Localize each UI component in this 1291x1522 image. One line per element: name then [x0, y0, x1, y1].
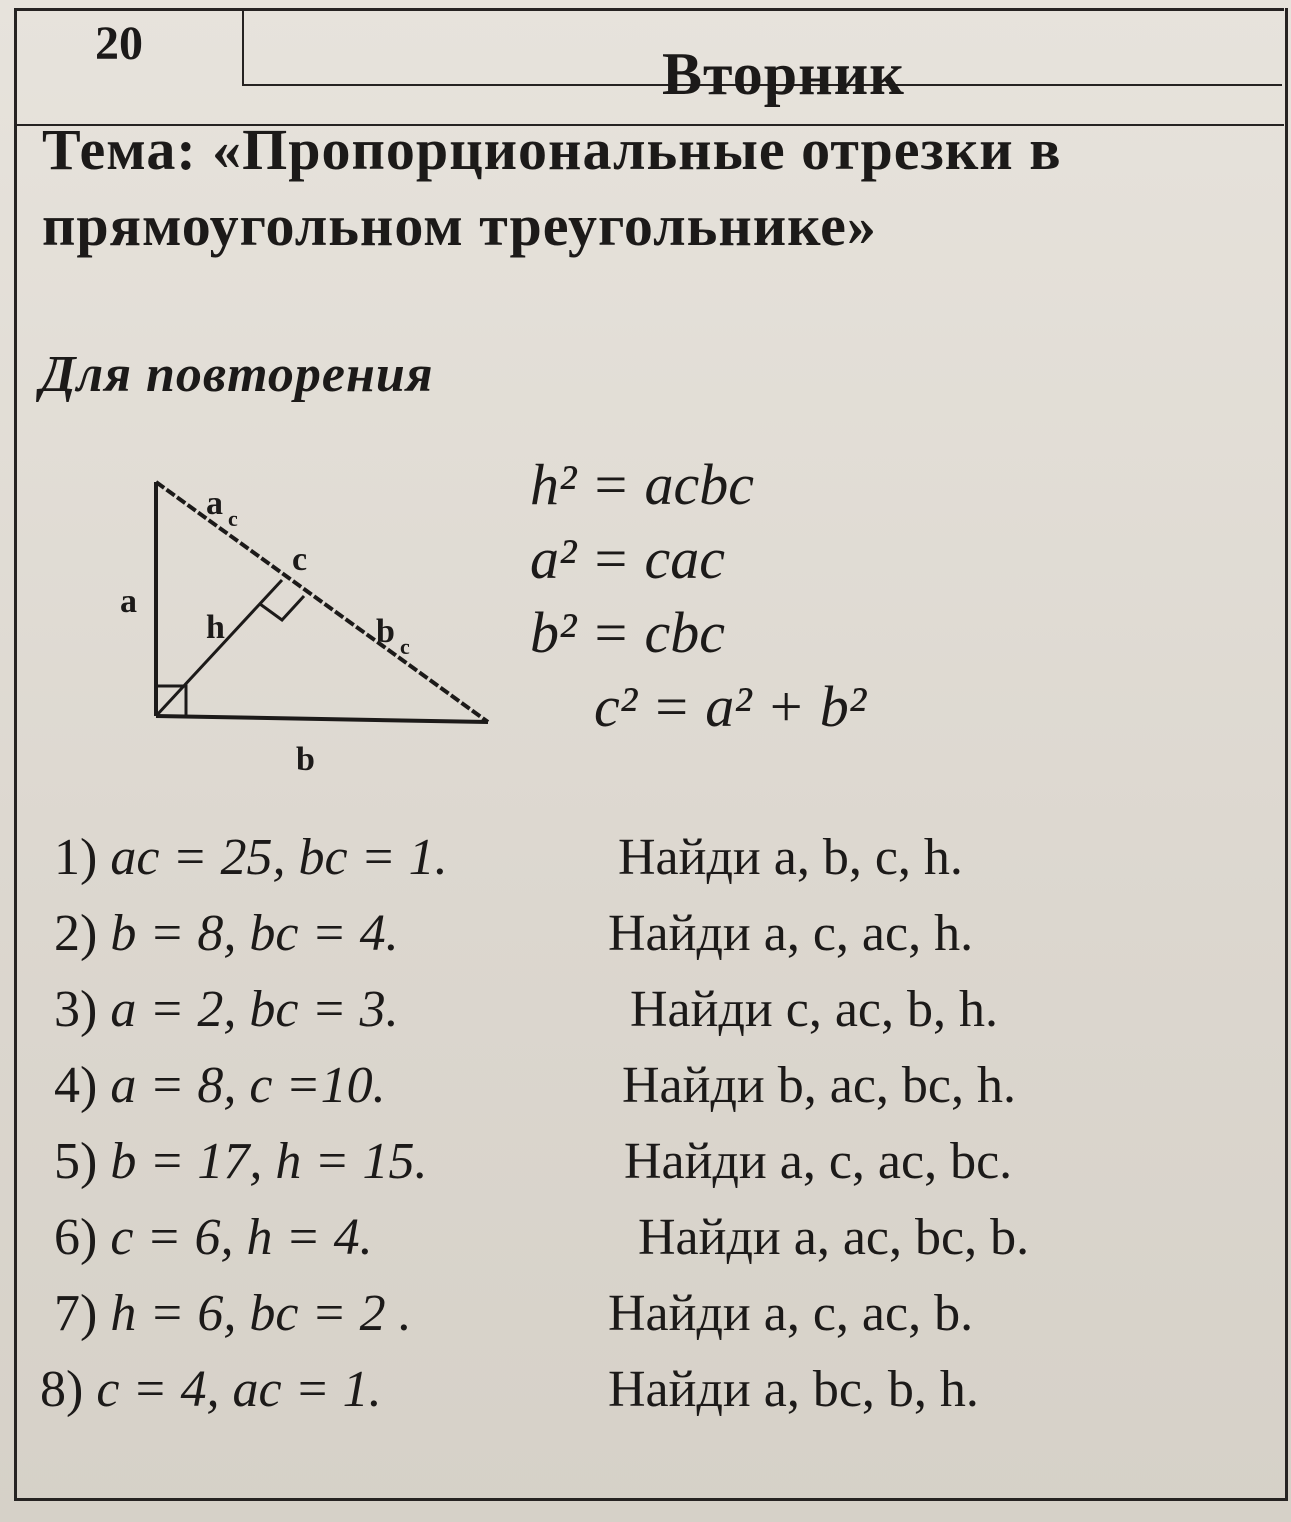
header-divider: [242, 8, 244, 86]
altitude-h: [156, 580, 282, 716]
task-3-find: Найди c, ac, b, h.: [630, 981, 998, 1038]
label-ac-sub: c: [228, 506, 238, 531]
label-bc: b: [376, 613, 395, 650]
task-number: 7): [54, 1285, 98, 1342]
task-number: 2): [54, 905, 98, 962]
formula-a: a² = caс: [530, 526, 726, 591]
task-2-find: Найди a, c, ac, h.: [608, 905, 974, 962]
task-number: 6): [54, 1209, 98, 1266]
label-ac: a: [206, 485, 223, 522]
task-8-find: Найди a, bc, b, h.: [608, 1361, 979, 1418]
task-number: 5): [54, 1133, 98, 1190]
task-1-find: Найди a, b, c, h.: [618, 829, 963, 886]
task-5-find: Найди a, c, ac, bc.: [624, 1133, 1013, 1190]
task-4-find: Найди b, ac, bc, h.: [622, 1057, 1016, 1114]
task-given: a = 2, bc = 3.: [110, 981, 399, 1038]
task-6: [54, 1208, 373, 1267]
topic-title: [42, 112, 1262, 264]
header-top-rule: [14, 8, 1284, 11]
task-number: 4): [54, 1057, 98, 1114]
task-given: c = 4, ac = 1.: [96, 1361, 382, 1418]
right-angle-mark-foot: [260, 596, 304, 620]
task-8: [40, 1360, 382, 1419]
label-bc-sub: c: [400, 634, 410, 659]
task-3: [54, 980, 399, 1039]
task-1: [54, 828, 448, 887]
task-given: b = 17, h = 15.: [110, 1133, 428, 1190]
task-given: h = 6, bc = 2 .: [110, 1285, 412, 1342]
task-number: 8): [40, 1361, 84, 1418]
label-b: b: [296, 741, 315, 778]
lesson-number: 20: [95, 17, 143, 70]
formula-b: b² = cbс: [530, 600, 726, 665]
task-7: [54, 1284, 412, 1343]
topic-line-2: прямоугольном треугольнике»: [42, 193, 877, 258]
weekday-title: Вторник: [662, 41, 905, 107]
task-given: ac = 25, bc = 1.: [110, 829, 448, 886]
task-4: [54, 1056, 386, 1115]
review-heading: Для повторения: [40, 346, 434, 403]
task-given: c = 6, h = 4.: [110, 1209, 373, 1266]
label-h: h: [206, 609, 225, 646]
task-number: 1): [54, 829, 98, 886]
task-given: a = 8, c =10.: [110, 1057, 386, 1114]
formula-pythagoras: c² = a² + b²: [594, 674, 867, 739]
task-number: 3): [54, 981, 98, 1038]
task-given: b = 8, bc = 4.: [110, 905, 399, 962]
task-6-find: Найди a, ac, bc, b.: [638, 1209, 1030, 1266]
label-a: a: [120, 583, 137, 620]
formula-h: h² = aсbс: [530, 452, 755, 517]
task-5: [54, 1132, 428, 1191]
leg-b: [156, 716, 488, 722]
label-c: c: [292, 541, 308, 578]
task-7-find: Найди a, c, ac, b.: [608, 1285, 974, 1342]
task-2: [54, 904, 399, 963]
right-triangle-diagram: [110, 470, 510, 780]
topic-line-1: Тема: «Пропорциональные отрезки в: [42, 117, 1062, 182]
